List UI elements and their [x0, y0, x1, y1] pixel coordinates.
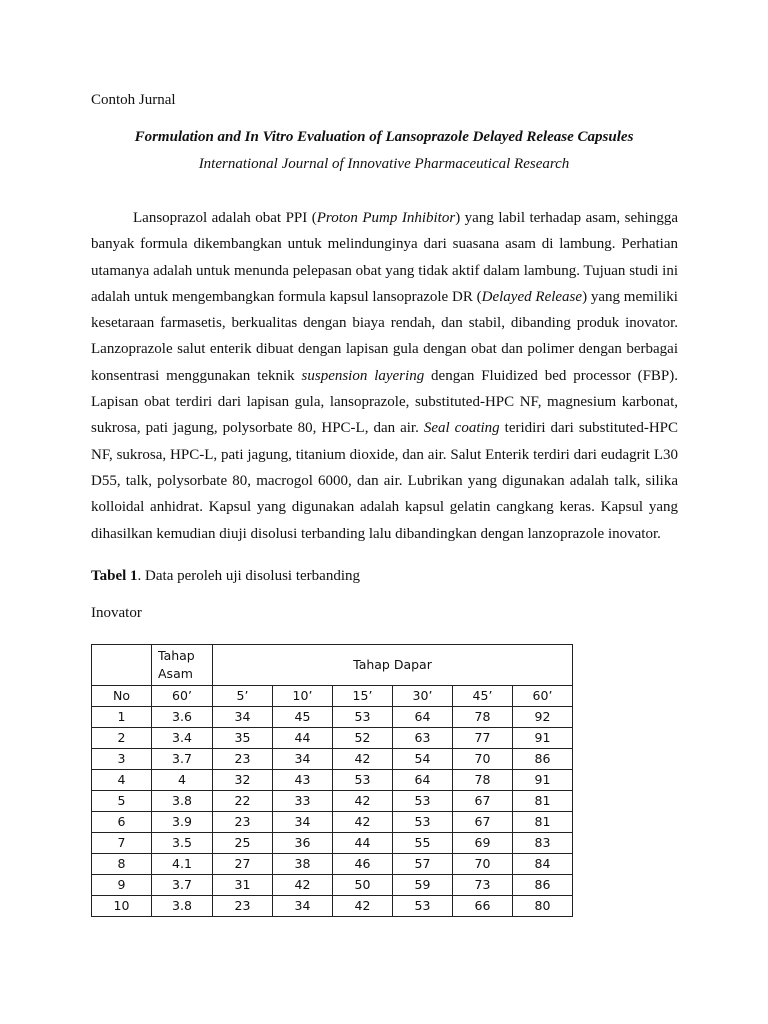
table-row: [92, 770, 573, 791]
table-cell: 81: [513, 812, 573, 833]
table-cell: 54: [393, 749, 453, 770]
paragraph-text: dengan Fluidized bed processor (FBP). Lapisan obat terdiri dari lapisan gula, lansoprazole, substituted-HPC NF, magnesium karbonat, sukrosa, pati jagung, polysorbate 80, HPC-L, dan air.: [91, 367, 679, 437]
row-number-cell: 6: [92, 812, 152, 833]
table-cell: 92: [513, 707, 573, 728]
table-cell: 3.8: [152, 896, 213, 917]
table-cell: 69: [453, 833, 513, 854]
row-number-cell: 9: [92, 875, 152, 896]
table-cell: 66: [453, 896, 513, 917]
row-number-cell: 7: [92, 833, 152, 854]
table-row: [92, 707, 573, 728]
time-header-cell: 45’: [453, 686, 513, 707]
table-cell: 34: [273, 749, 333, 770]
table-cell: 33: [273, 791, 333, 812]
table-cell: 35: [213, 728, 273, 749]
table-cell: 81: [513, 791, 573, 812]
table-cell: 64: [393, 770, 453, 791]
paragraph-text: ) yang memiliki kesetaraan farmasetis, berkualitas dengan biaya rendah, dan stabil, dibanding produk inovator. Lanzoprazole salut enterik dibuat dengan lapisan gula dengan obat dan polimer dengan berbagai konsentrasi menggunakan teknik: [91, 288, 678, 384]
time-header-cell: 30’: [393, 686, 453, 707]
table-cell: 34: [273, 812, 333, 833]
body-paragraph: [91, 205, 678, 547]
table-cell: 73: [453, 875, 513, 896]
table-cell: 44: [333, 833, 393, 854]
no-header-cell: No: [92, 686, 152, 707]
table-row: [92, 812, 573, 833]
table-cell: 91: [513, 728, 573, 749]
time-header-cell: 15’: [333, 686, 393, 707]
table-cell: 53: [333, 770, 393, 791]
table-cell: 34: [273, 896, 333, 917]
paragraph-text: ) yang labil terhadap asam, sehingga banyak formula dikembangkan untuk melindunginya dari suasana asam di lambung. Perhatian utamanya adalah untuk menunda pelepasan obat yang tidak aktif dalam lambung. Tujuan studi ini adalah untuk mengembangkan formula kapsul lansoprazole DR (: [91, 210, 678, 305]
table-cell: 38: [273, 854, 333, 875]
table-cell: 3.9: [152, 812, 213, 833]
table-cell: 43: [273, 770, 333, 791]
table-cell: 59: [393, 875, 453, 896]
paragraph-italic-term: suspension layering: [301, 367, 425, 384]
table-cell: 25: [213, 833, 273, 854]
table-cell: 78: [453, 770, 513, 791]
table-cell: 23: [213, 812, 273, 833]
table-cell: 23: [213, 896, 273, 917]
table-cell: 78: [453, 707, 513, 728]
time-header-cell: 10’: [273, 686, 333, 707]
table-row: [92, 791, 573, 812]
time-header-cell: 60’: [152, 686, 213, 707]
table-caption: [91, 568, 360, 585]
table-cell: 46: [333, 854, 393, 875]
paragraph-text: teridiri dari substituted-HPC NF, sukrosa, HPC-L, pati jagung, titanium dioxide, dan air. Salut Enterik terdiri dari eudagrit L30 D55, talk, polysorbate 80, macrogol 6000, dan air. Lubrikan yang digunakan adalah talk, silika kolloidal anhidrat. Kapsul yang digunakan adalah kapsul gelatin cangkang keras. Kapsul yang dihasilkan kemudian diuji disolusi terbanding lalu dibandingkan dengan lanzoprazole inovator.: [91, 420, 678, 542]
paper-title: Formulation and In Vitro Evaluation of Lansoprazole Delayed Release Capsules: [134, 129, 634, 145]
row-number-cell: 3: [92, 749, 152, 770]
table-cell: 53: [393, 896, 453, 917]
paragraph-text: Lansoprazol adalah obat PPI (: [133, 210, 317, 226]
table-cell: 3.7: [152, 749, 213, 770]
row-number-cell: 10: [92, 896, 152, 917]
table-cell: 31: [213, 875, 273, 896]
table-cell: 53: [393, 812, 453, 833]
table-row: [92, 875, 573, 896]
table-cell: 57: [393, 854, 453, 875]
document-label: Contoh Jurnal: [91, 92, 176, 108]
blank-header-cell: [92, 645, 152, 686]
paragraph-italic-term: Proton Pump Inhibitor: [316, 210, 456, 226]
table-cell: 44: [273, 728, 333, 749]
row-number-cell: 8: [92, 854, 152, 875]
asam-header-cell: [152, 645, 213, 686]
row-number-cell: 5: [92, 791, 152, 812]
asam-header-line: Tahap: [158, 648, 195, 663]
table-cell: 67: [453, 812, 513, 833]
row-number-cell: 4: [92, 770, 152, 791]
table-cell: 53: [333, 707, 393, 728]
table-cell: 77: [453, 728, 513, 749]
table-cell: 27: [213, 854, 273, 875]
table-cell: 3.5: [152, 833, 213, 854]
table-cell: 50: [333, 875, 393, 896]
table-cell: 67: [453, 791, 513, 812]
table-cell: 23: [213, 749, 273, 770]
table-cell: 3.4: [152, 728, 213, 749]
table-cell: 3.6: [152, 707, 213, 728]
table-cell: 4.1: [152, 854, 213, 875]
paragraph-italic-term: Seal coating: [423, 420, 500, 437]
row-number-cell: 1: [92, 707, 152, 728]
table-cell: 80: [513, 896, 573, 917]
table-cell: 22: [213, 791, 273, 812]
table-header-row: [92, 645, 573, 686]
table-cell: 86: [513, 875, 573, 896]
table-cell: 91: [513, 770, 573, 791]
table-cell: 32: [213, 770, 273, 791]
table-cell: 42: [333, 749, 393, 770]
paragraph-italic-term: Delayed Release: [481, 288, 583, 305]
dapar-header-cell: Tahap Dapar: [213, 645, 573, 686]
table-cell: 64: [393, 707, 453, 728]
table-cell: 3.8: [152, 791, 213, 812]
dissolution-table: [91, 644, 573, 917]
table-caption-number: Tabel 1: [91, 568, 138, 584]
table-row: [92, 833, 573, 854]
table-cell: 84: [513, 854, 573, 875]
row-number-cell: 2: [92, 728, 152, 749]
table-row: [92, 728, 573, 749]
table-caption-text: . Data peroleh uji disolusi terbanding: [137, 568, 360, 584]
table-row: [92, 749, 573, 770]
table-cell: 70: [453, 749, 513, 770]
table-cell: 42: [333, 896, 393, 917]
table-row: [92, 854, 573, 875]
table-row: [92, 896, 573, 917]
table-cell: 34: [213, 707, 273, 728]
table-cell: 52: [333, 728, 393, 749]
table-cell: 36: [273, 833, 333, 854]
table-cell: 45: [273, 707, 333, 728]
table-cell: 63: [393, 728, 453, 749]
table-cell: 86: [513, 749, 573, 770]
table-cell: 42: [273, 875, 333, 896]
table-cell: 55: [393, 833, 453, 854]
table-cell: 53: [393, 791, 453, 812]
table-cell: 42: [333, 791, 393, 812]
time-header-cell: 5’: [213, 686, 273, 707]
table-time-row: [92, 686, 573, 707]
table-cell: 70: [453, 854, 513, 875]
journal-name: International Journal of Innovative Pharmaceutical Research: [198, 156, 570, 172]
table-subheading: Inovator: [91, 605, 142, 621]
table-cell: 4: [152, 770, 213, 791]
table-cell: 42: [333, 812, 393, 833]
table-cell: 3.7: [152, 875, 213, 896]
time-header-cell: 60’: [513, 686, 573, 707]
table-cell: 83: [513, 833, 573, 854]
asam-header-line: Asam: [158, 666, 193, 681]
